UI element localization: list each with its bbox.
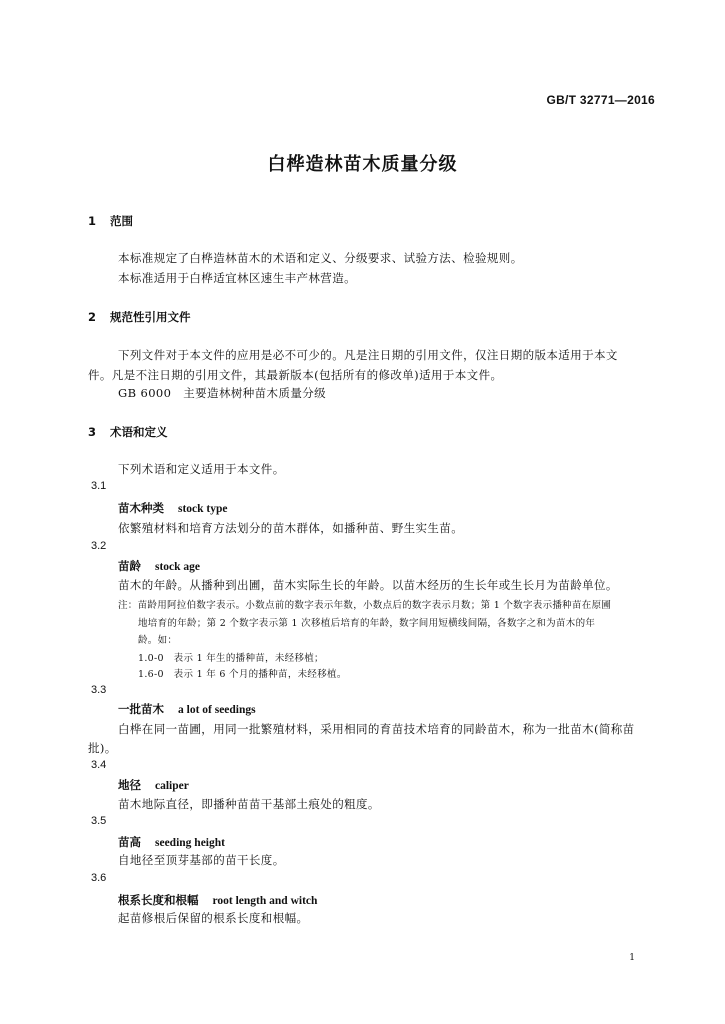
clause-number: 3.1 — [91, 480, 107, 492]
page-number: 1 — [629, 953, 635, 963]
term-entry — [118, 834, 225, 850]
term-en: stock age — [155, 561, 201, 573]
term-en: seeding height — [155, 837, 225, 849]
paragraph: 下列文件对于本文件的应用是必不可少的。凡是注日期的引用文件，仅注日期的版本适用于本文 — [118, 348, 618, 362]
term-definition: 白桦在同一苗圃，用同一批繁殖材料，采用相同的育苗技术培育的同龄苗木，称为一批苗木(简称苗 — [118, 722, 635, 736]
note-line: 注：苗龄用阿拉伯数字表示。小数点前的数字表示年数，小数点后的数字表示月数；第 1 个数字表示播种苗在原圃 — [118, 600, 612, 611]
clause-number: 3.2 — [91, 540, 107, 552]
term-cn: 一批苗木 — [118, 702, 164, 716]
section-title: 术语和定义 — [110, 425, 168, 439]
term-cn: 苗龄 — [118, 559, 141, 573]
clause-number: 3.6 — [91, 872, 107, 884]
term-entry — [118, 892, 317, 908]
note-example: 1.6-0 表示 1 年 6 个月的播种苗，未经移植。 — [138, 669, 347, 680]
note-example: 1.0-0 表示 1 年生的播种苗，未经移植； — [138, 653, 324, 664]
term-entry — [118, 500, 228, 516]
section-heading-scope — [88, 213, 133, 229]
term-en: caliper — [155, 780, 189, 792]
note-line: 龄。如： — [138, 635, 178, 646]
term-definition: 苗木地际直径，即播种苗苗干基部土痕处的粗度。 — [118, 797, 380, 811]
term-definition: 自地径至顶芽基部的苗干长度。 — [118, 853, 285, 867]
section-heading-normative-references — [88, 309, 191, 325]
section-title: 范围 — [110, 214, 133, 228]
term-definition: 起苗修根后保留的根系长度和根幅。 — [118, 911, 309, 925]
clause-number: 3.4 — [91, 759, 107, 771]
term-en: stock type — [178, 503, 228, 515]
paragraph: 下列术语和定义适用于本文件。 — [118, 462, 285, 476]
standard-number: GB/T 32771—2016 — [546, 93, 655, 107]
paragraph: 本标准规定了白桦造林苗木的术语和定义、分级要求、试验方法、检验规则。 — [118, 251, 523, 265]
term-definition: 苗木的年龄。从播种到出圃，苗木实际生长的年龄。以苗木经历的生长年或生长月为苗龄单位。 — [118, 578, 618, 592]
reference-entry: GB 6000 主要造林树种苗木质量分级 — [118, 386, 327, 400]
term-en: a lot of seedings — [178, 704, 256, 716]
paragraph: 本标准适用于白桦适宜林区速生丰产林营造。 — [118, 271, 356, 285]
clause-number: 3.5 — [91, 815, 107, 827]
section-title: 规范性引用文件 — [110, 310, 191, 324]
term-cn: 根系长度和根幅 — [118, 893, 199, 907]
term-entry — [118, 701, 256, 717]
section-heading-terms — [88, 424, 168, 440]
section-number: 3 — [88, 425, 97, 439]
term-cn: 苗木种类 — [118, 501, 164, 515]
term-cn: 苗高 — [118, 835, 141, 849]
term-definition: 依繁殖材料和培育方法划分的苗木群体，如播种苗、野生实生苗。 — [118, 521, 464, 535]
section-number: 2 — [88, 310, 97, 324]
clause-number: 3.3 — [91, 684, 107, 696]
term-definition: 批)。 — [88, 741, 117, 755]
term-en: root length and witch — [212, 895, 318, 907]
term-cn: 地径 — [118, 778, 141, 792]
term-entry — [118, 777, 189, 793]
term-entry — [118, 558, 200, 574]
section-number: 1 — [88, 214, 97, 228]
paragraph: 件。凡是不注日期的引用文件，其最新版本(包括所有的修改单)适用于本文件。 — [88, 368, 503, 382]
note-line: 地培育的年龄；第 2 个数字表示第 1 次移植后培育的年龄，数字间用短横线间隔，各数字之和为苗木的年 — [138, 618, 596, 629]
document-title: 白桦造林苗木质量分级 — [267, 154, 458, 175]
